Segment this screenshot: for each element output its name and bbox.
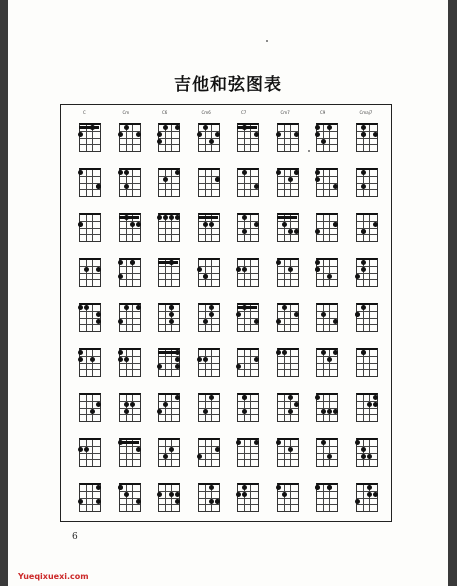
chord-diagram bbox=[237, 393, 259, 422]
finger-dot bbox=[294, 229, 299, 234]
finger-dot bbox=[84, 447, 89, 452]
finger-dot bbox=[242, 229, 247, 234]
finger-dot bbox=[236, 440, 241, 445]
finger-dot bbox=[197, 454, 202, 459]
chord-diagram bbox=[237, 483, 259, 512]
finger-dot bbox=[236, 492, 241, 497]
finger-dot bbox=[157, 364, 162, 369]
finger-dot bbox=[136, 132, 141, 137]
finger-dot bbox=[96, 312, 101, 317]
finger-dot bbox=[355, 499, 360, 504]
finger-dot bbox=[175, 357, 180, 362]
finger-dot bbox=[136, 499, 141, 504]
finger-dot bbox=[367, 454, 372, 459]
finger-dot bbox=[96, 319, 101, 324]
chord-diagram bbox=[316, 303, 338, 332]
finger-dot bbox=[157, 132, 162, 137]
finger-dot bbox=[355, 440, 360, 445]
barre-bar bbox=[79, 126, 99, 129]
finger-dot bbox=[84, 267, 89, 272]
finger-dot bbox=[276, 170, 281, 175]
finger-dot bbox=[175, 215, 180, 220]
finger-dot bbox=[327, 274, 332, 279]
finger-dot bbox=[90, 409, 95, 414]
finger-dot bbox=[355, 274, 360, 279]
chord-diagram bbox=[158, 483, 180, 512]
finger-dot bbox=[254, 319, 259, 324]
finger-dot bbox=[288, 395, 293, 400]
chord-diagram bbox=[277, 303, 299, 332]
finger-dot bbox=[361, 447, 366, 452]
finger-dot bbox=[136, 222, 141, 227]
finger-dot bbox=[333, 409, 338, 414]
finger-dot bbox=[367, 485, 372, 490]
chart-column-header: C9 bbox=[320, 110, 326, 115]
finger-dot bbox=[355, 312, 360, 317]
finger-dot bbox=[96, 499, 101, 504]
finger-dot bbox=[361, 170, 366, 175]
finger-dot bbox=[169, 312, 174, 317]
finger-dot bbox=[327, 454, 332, 459]
finger-dot bbox=[254, 132, 259, 137]
finger-dot bbox=[175, 170, 180, 175]
finger-dot bbox=[175, 499, 180, 504]
finger-dot bbox=[130, 222, 135, 227]
finger-dot bbox=[78, 350, 83, 355]
finger-dot bbox=[321, 350, 326, 355]
finger-dot bbox=[136, 305, 141, 310]
finger-dot bbox=[197, 132, 202, 137]
finger-dot bbox=[169, 319, 174, 324]
finger-dot bbox=[242, 267, 247, 272]
finger-dot bbox=[367, 402, 372, 407]
finger-dot bbox=[315, 177, 320, 182]
finger-dot bbox=[209, 395, 214, 400]
finger-dot bbox=[96, 184, 101, 189]
barre-bar bbox=[119, 216, 139, 219]
finger-dot bbox=[78, 447, 83, 452]
finger-dot bbox=[130, 260, 135, 265]
chord-diagram bbox=[198, 168, 220, 197]
finger-dot bbox=[254, 184, 259, 189]
chord-diagram bbox=[237, 213, 259, 242]
finger-dot bbox=[242, 485, 247, 490]
finger-dot bbox=[124, 184, 129, 189]
finger-dot bbox=[242, 215, 247, 220]
chart-column-header: Cm6 bbox=[201, 110, 211, 115]
finger-dot bbox=[78, 357, 83, 362]
finger-dot bbox=[321, 139, 326, 144]
finger-dot bbox=[242, 395, 247, 400]
finger-dot bbox=[361, 305, 366, 310]
chart-column-header: Cmaj7 bbox=[359, 110, 373, 115]
finger-dot bbox=[78, 499, 83, 504]
finger-dot bbox=[209, 305, 214, 310]
chord-diagram bbox=[79, 438, 101, 467]
chart-column-header: C7 bbox=[241, 110, 247, 115]
finger-dot bbox=[215, 499, 220, 504]
finger-dot bbox=[209, 139, 214, 144]
finger-dot bbox=[321, 440, 326, 445]
finger-dot bbox=[118, 170, 123, 175]
finger-dot bbox=[175, 395, 180, 400]
finger-dot bbox=[327, 485, 332, 490]
barre-bar bbox=[119, 441, 139, 444]
finger-dot bbox=[169, 215, 174, 220]
finger-dot bbox=[373, 492, 378, 497]
finger-dot bbox=[315, 132, 320, 137]
page-number: 6 bbox=[72, 532, 78, 542]
barre-bar bbox=[158, 261, 178, 264]
chord-diagram bbox=[198, 438, 220, 467]
finger-dot bbox=[321, 409, 326, 414]
finger-dot bbox=[124, 492, 129, 497]
finger-dot bbox=[361, 132, 366, 137]
chord-diagram bbox=[158, 438, 180, 467]
chord-diagram bbox=[356, 258, 378, 287]
chord-diagram bbox=[356, 213, 378, 242]
finger-dot bbox=[361, 125, 366, 130]
finger-dot bbox=[209, 222, 214, 227]
finger-dot bbox=[163, 454, 168, 459]
finger-dot bbox=[315, 125, 320, 130]
finger-dot bbox=[78, 132, 83, 137]
finger-dot bbox=[124, 402, 129, 407]
finger-dot bbox=[203, 274, 208, 279]
finger-dot bbox=[124, 357, 129, 362]
chord-diagram bbox=[79, 393, 101, 422]
finger-dot bbox=[276, 132, 281, 137]
finger-dot bbox=[197, 357, 202, 362]
finger-dot bbox=[242, 409, 247, 414]
finger-dot bbox=[242, 492, 247, 497]
chart-column-header: Cm bbox=[122, 110, 130, 115]
chord-diagram bbox=[237, 258, 259, 287]
finger-dot bbox=[361, 184, 366, 189]
finger-dot bbox=[78, 170, 83, 175]
finger-dot bbox=[294, 132, 299, 137]
finger-dot bbox=[294, 170, 299, 175]
chord-diagram bbox=[119, 393, 141, 422]
finger-dot bbox=[242, 170, 247, 175]
finger-dot bbox=[118, 260, 123, 265]
finger-dot bbox=[315, 260, 320, 265]
finger-dot bbox=[203, 222, 208, 227]
finger-dot bbox=[282, 350, 287, 355]
finger-dot bbox=[333, 184, 338, 189]
finger-dot bbox=[118, 319, 123, 324]
finger-dot bbox=[361, 267, 366, 272]
barre-bar bbox=[237, 126, 257, 129]
finger-dot bbox=[124, 305, 129, 310]
chord-diagram bbox=[79, 258, 101, 287]
finger-dot bbox=[361, 454, 366, 459]
finger-dot bbox=[215, 447, 220, 452]
chart-column-header: Cm7 bbox=[280, 110, 290, 115]
finger-dot bbox=[276, 485, 281, 490]
finger-dot bbox=[118, 274, 123, 279]
finger-dot bbox=[288, 177, 293, 182]
finger-dot bbox=[169, 305, 174, 310]
finger-dot bbox=[203, 409, 208, 414]
finger-dot bbox=[209, 499, 214, 504]
finger-dot bbox=[130, 402, 135, 407]
chord-diagram bbox=[119, 123, 141, 152]
finger-dot bbox=[197, 267, 202, 272]
finger-dot bbox=[361, 350, 366, 355]
finger-dot bbox=[157, 492, 162, 497]
document-page bbox=[8, 0, 448, 586]
finger-dot bbox=[203, 357, 208, 362]
chord-diagram bbox=[316, 438, 338, 467]
finger-dot bbox=[124, 170, 129, 175]
chord-diagram bbox=[198, 123, 220, 152]
finger-dot bbox=[84, 305, 89, 310]
chord-chart-table bbox=[60, 104, 392, 522]
finger-dot bbox=[315, 485, 320, 490]
finger-dot bbox=[175, 492, 180, 497]
barre-bar bbox=[158, 351, 178, 354]
finger-dot bbox=[209, 312, 214, 317]
finger-dot bbox=[373, 402, 378, 407]
finger-dot bbox=[90, 357, 95, 362]
finger-dot bbox=[169, 492, 174, 497]
finger-dot bbox=[163, 215, 168, 220]
finger-dot bbox=[118, 350, 123, 355]
scan-speck bbox=[266, 40, 268, 42]
finger-dot bbox=[288, 267, 293, 272]
finger-dot bbox=[175, 364, 180, 369]
finger-dot bbox=[236, 312, 241, 317]
finger-dot bbox=[203, 125, 208, 130]
finger-dot bbox=[236, 364, 241, 369]
finger-dot bbox=[209, 485, 214, 490]
barre-bar bbox=[198, 216, 218, 219]
finger-dot bbox=[327, 125, 332, 130]
chord-diagram bbox=[277, 123, 299, 152]
site-watermark: Yueqixuexi.com bbox=[18, 572, 89, 581]
finger-dot bbox=[175, 125, 180, 130]
finger-dot bbox=[254, 357, 259, 362]
finger-dot bbox=[118, 132, 123, 137]
finger-dot bbox=[118, 485, 123, 490]
finger-dot bbox=[276, 350, 281, 355]
finger-dot bbox=[333, 319, 338, 324]
finger-dot bbox=[276, 440, 281, 445]
chord-diagram bbox=[356, 168, 378, 197]
finger-dot bbox=[321, 312, 326, 317]
finger-dot bbox=[124, 409, 129, 414]
chord-diagram bbox=[237, 168, 259, 197]
finger-dot bbox=[361, 260, 366, 265]
finger-dot bbox=[373, 132, 378, 137]
chord-diagram bbox=[198, 258, 220, 287]
chord-diagram bbox=[237, 348, 259, 377]
chart-column-header: C bbox=[83, 110, 86, 115]
finger-dot bbox=[157, 139, 162, 144]
finger-dot bbox=[315, 267, 320, 272]
finger-dot bbox=[215, 177, 220, 182]
finger-dot bbox=[163, 177, 168, 182]
finger-dot bbox=[163, 402, 168, 407]
chord-diagram bbox=[356, 303, 378, 332]
finger-dot bbox=[236, 267, 241, 272]
chart-column-header: C6 bbox=[162, 110, 168, 115]
finger-dot bbox=[78, 305, 83, 310]
finger-dot bbox=[288, 409, 293, 414]
finger-dot bbox=[254, 222, 259, 227]
finger-dot bbox=[276, 319, 281, 324]
finger-dot bbox=[282, 492, 287, 497]
finger-dot bbox=[203, 319, 208, 324]
finger-dot bbox=[169, 447, 174, 452]
finger-dot bbox=[315, 395, 320, 400]
finger-dot bbox=[136, 447, 141, 452]
finger-dot bbox=[157, 409, 162, 414]
finger-dot bbox=[254, 440, 259, 445]
finger-dot bbox=[215, 132, 220, 137]
finger-dot bbox=[124, 125, 129, 130]
finger-dot bbox=[294, 312, 299, 317]
finger-dot bbox=[282, 222, 287, 227]
chord-diagram bbox=[356, 348, 378, 377]
finger-dot bbox=[367, 492, 372, 497]
finger-dot bbox=[315, 229, 320, 234]
finger-dot bbox=[315, 170, 320, 175]
chord-diagram bbox=[79, 213, 101, 242]
barre-bar bbox=[277, 216, 297, 219]
finger-dot bbox=[361, 229, 366, 234]
finger-dot bbox=[373, 395, 378, 400]
chord-diagram bbox=[356, 123, 378, 152]
finger-dot bbox=[294, 402, 299, 407]
finger-dot bbox=[163, 125, 168, 130]
chord-diagram bbox=[316, 213, 338, 242]
finger-dot bbox=[327, 357, 332, 362]
finger-dot bbox=[288, 447, 293, 452]
finger-dot bbox=[288, 229, 293, 234]
chord-diagram bbox=[198, 348, 220, 377]
finger-dot bbox=[157, 215, 162, 220]
finger-dot bbox=[327, 409, 332, 414]
page-title: 吉他和弦图表 bbox=[174, 75, 282, 95]
finger-dot bbox=[96, 267, 101, 272]
finger-dot bbox=[96, 402, 101, 407]
finger-dot bbox=[333, 350, 338, 355]
finger-dot bbox=[373, 222, 378, 227]
finger-dot bbox=[282, 305, 287, 310]
finger-dot bbox=[333, 222, 338, 227]
finger-dot bbox=[78, 222, 83, 227]
barre-bar bbox=[237, 306, 257, 309]
finger-dot bbox=[118, 357, 123, 362]
finger-dot bbox=[276, 260, 281, 265]
finger-dot bbox=[96, 485, 101, 490]
